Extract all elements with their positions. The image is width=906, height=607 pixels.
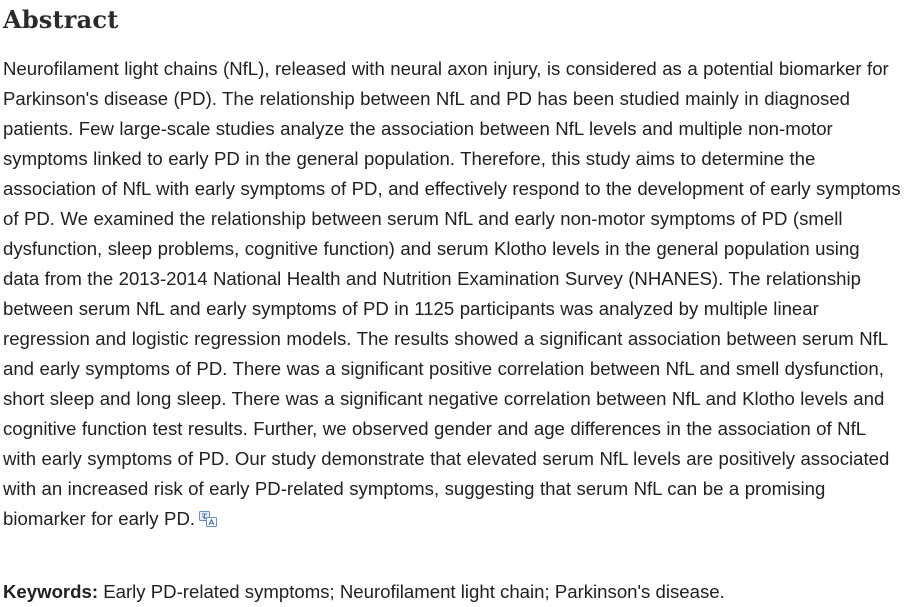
keywords-label: Keywords: <box>3 581 99 602</box>
keywords-text: Early PD-related symptoms; Neurofilament light chain; Parkinson's disease. <box>103 581 725 602</box>
abstract-heading: Abstract <box>3 5 119 34</box>
abstract-body <box>3 54 901 534</box>
translate-icon[interactable] <box>199 506 217 522</box>
keywords <box>3 577 901 607</box>
abstract-text: Neurofilament light chains (NfL), released with neural axon injury, is considered as a potential biomarker for Parkinson's disease (PD). The relationship between NfL and PD has been studied mainly in diagnosed patients. Few large-scale studies analyze the association between NfL levels and multiple non-motor symptoms linked to early PD in the general population. Therefore, this study aims to determine the association of NfL with early symptoms of PD, and effectively respond to the development of early symptoms of PD. We examined the relationship between serum NfL and early non-motor symptoms of PD (smell dysfunction, sleep problems, cognitive function) and serum Klotho levels in the general population using data from the 2013-2014 National Health and Nutrition Examination Survey (NHANES). The relationship between serum NfL and early symptoms of PD in 1125 participants was analyzed by multiple linear regression and logistic regression models. The results showed a significant association between serum NfL and early symptoms of PD. There was a significant positive correlation between NfL and smell dysfunction, short sleep and long sleep. There was a significant negative correlation between NfL and Klotho levels and cognitive function test results. Further, we observed gender and age differences in the association of NfL with early symptoms of PD. Our study demonstrate that elevated serum NfL levels are positively associated with an increased risk of early PD-related symptoms, suggesting that serum NfL can be a promising biomarker for early PD. <box>3 58 901 529</box>
